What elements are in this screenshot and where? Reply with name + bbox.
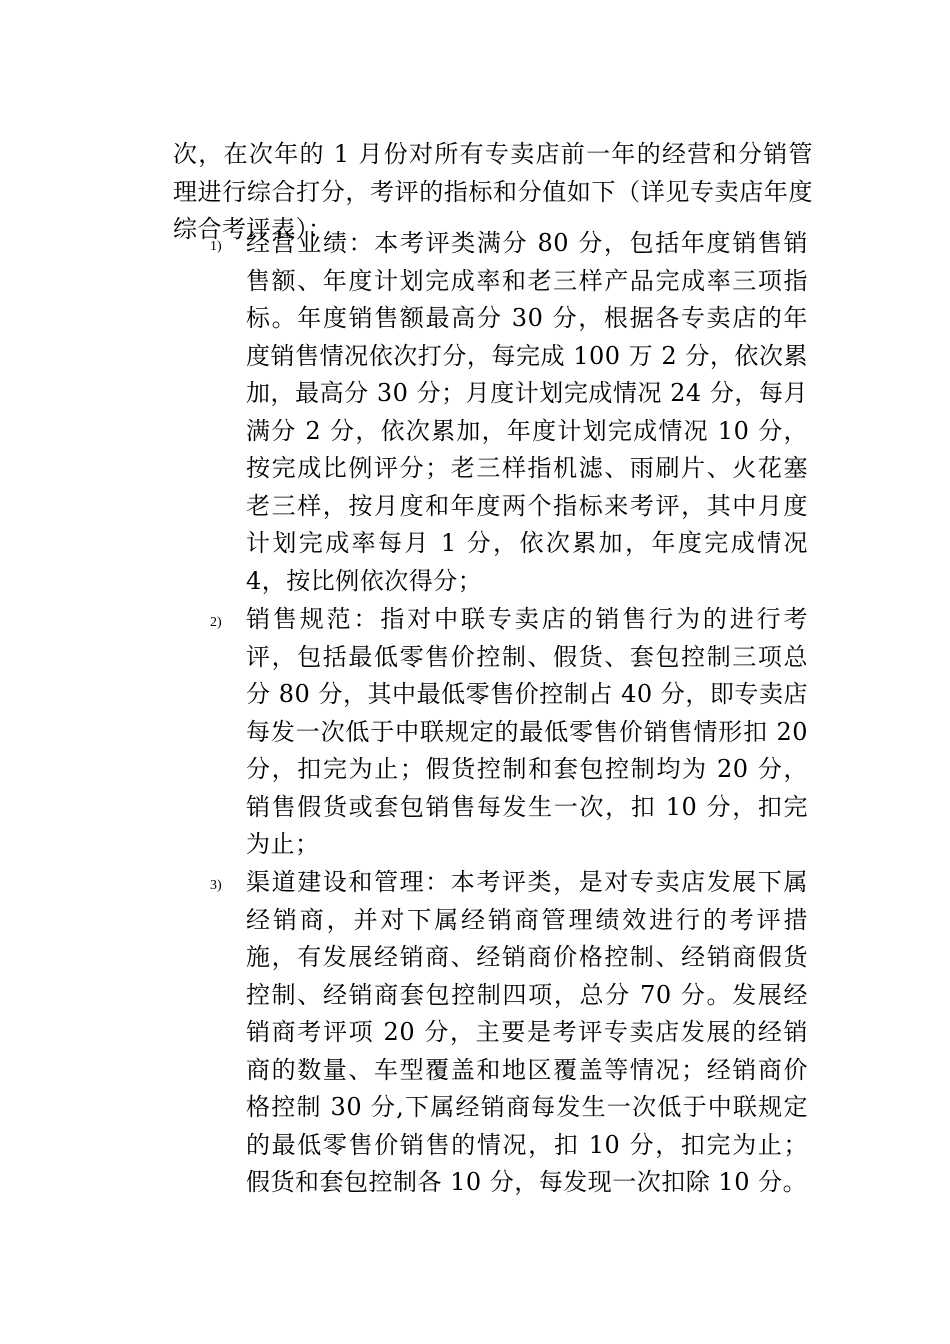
list-item-text: 渠道建设和管理：本考评类，是对专卖店发展下属经销商，并对下属经销商管理绩效进行的考评措施，有发展经销商、经销商价格控制、经销商假货控制、经销商套包控制四项，总分 70 分。发展经销商考评项 20 分，主要是考评专卖店发展的经销商的数量、车型覆盖和地区覆盖等情况；经销商价格控制 30 分,下属经销商每发生一次低于中联规定的最低零售价销售的情况，扣 10 分，扣完为止；假货和套包控制各 10 分，每发现一次扣除 10 分。 [246,868,808,1196]
list-item-number: 3) [210,878,222,893]
list-item-number: 2) [210,615,222,630]
list-item-text: 经营业绩：本考评类满分 80 分，包括年度销售销售额、年度计划完成率和老三样产品完成率三项指标。年度销售额最高分 30 分，根据各专卖店的年度销售情况依次打分，每完成 100 万 2 分，依次累加，最高分 30 分；月度计划完成情况 24 分，每月满分 2 分，依次累加，年度计划完成情况 10 分，按完成比例评分；老三样指机滤、雨刷片、火花塞老三样，按月度和年度两个指标来考评，其中月度计划完成率每月 1 分，依次累加，年度完成情况 4，按比例依次得分； [246,229,808,595]
list-item-text: 销售规范：指对中联专卖店的销售行为的进行考评，包括最低零售价控制、假货、套包控制三项总分 80 分，其中最低零售价控制占 40 分，即专卖店每发一次低于中联规定的最低零售价销售情形扣 20 分，扣完为止；假货控制和套包控制均为 20 分，销售假货或套包销售每发生一次，扣 10 分，扣完为止； [246,605,808,858]
list-item-number: 1) [210,239,222,254]
intro-paragraph: 次，在次年的 1 月份对所有专卖店前一年的经营和分销管理进行综合打分，考评的指标和分值如下（详见专卖店年度综合考评表）： [173,140,813,243]
